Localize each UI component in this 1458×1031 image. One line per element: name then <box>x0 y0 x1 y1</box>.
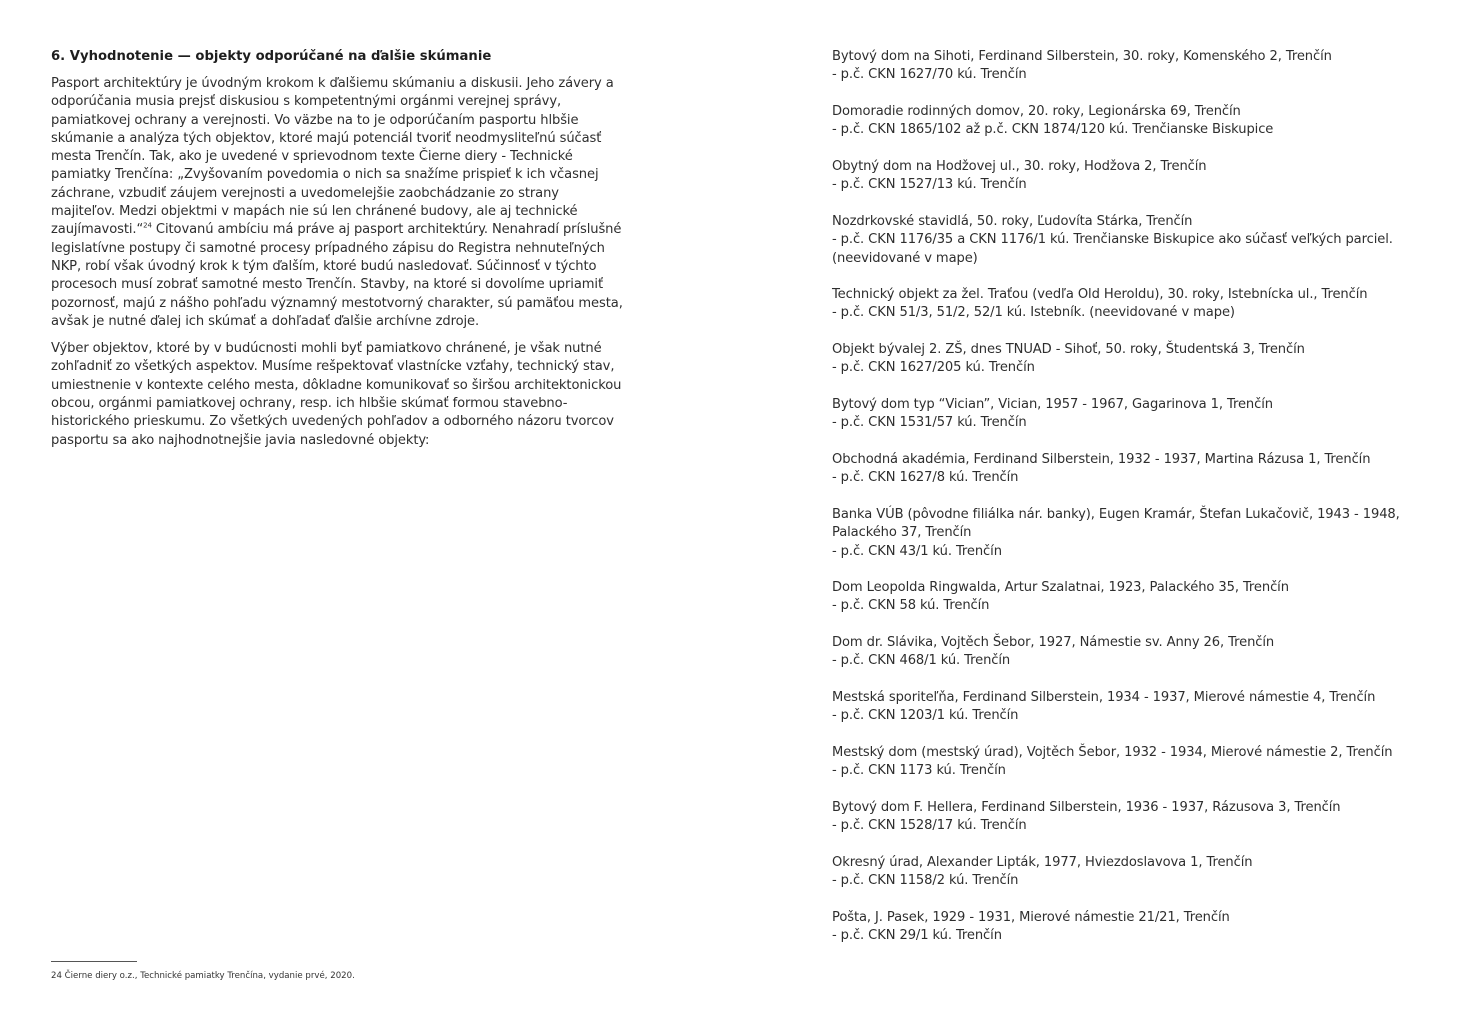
object-entry <box>832 634 1274 671</box>
object-detail: - p.č. CKN 468/1 kú. Trenčín <box>832 653 1011 669</box>
left-column <box>51 49 626 459</box>
object-title: Pošta, J. Pasek, 1929 - 1931, Mierové námestie 21/21, Trenčín <box>832 910 1230 925</box>
object-title: Bytový dom typ “Vician”, Vician, 1957 - 1967, Gagarinova 1, Trenčín <box>832 397 1273 412</box>
object-entry <box>832 909 1230 946</box>
object-title: Mestská sporiteľňa, Ferdinand Silberstein, 1934 - 1937, Mierové námestie 4, Trenčín <box>832 690 1376 705</box>
object-detail: - p.č. CKN 1158/2 kú. Trenčín <box>832 873 1019 889</box>
object-detail: - p.č. CKN 1627/205 kú. Trenčín <box>832 360 1035 376</box>
object-detail: - p.č. CKN 1528/17 kú. Trenčín <box>832 818 1027 834</box>
footnote-reference[interactable]: 24 <box>143 222 152 231</box>
object-title: Obchodná akadémia, Ferdinand Silberstein, 1932 - 1937, Martina Rázusa 1, Trenčín <box>832 452 1371 467</box>
object-detail: - p.č. CKN 1173 kú. Trenčín <box>832 763 1006 779</box>
object-title: Technický objekt za žel. Traťou (vedľa Old Heroldu), 30. roky, Istebnícka ul., Trenčín <box>832 287 1368 302</box>
object-detail: - p.č. CKN 1531/57 kú. Trenčín <box>832 415 1027 431</box>
paragraph-1 <box>51 75 626 331</box>
object-detail: - p.č. CKN 1176/35 a CKN 1176/1 kú. Trenčianske Biskupice ako súčasť veľkých parciel. <box>832 232 1393 248</box>
object-title: Dom dr. Slávika, Vojtěch Šebor, 1927, Námestie sv. Anny 26, Trenčín <box>832 635 1275 650</box>
object-entry <box>832 213 1393 268</box>
object-detail: - p.č. CKN 1627/8 kú. Trenčín <box>832 470 1019 486</box>
object-title: Mestský dom (mestský úrad), Vojtěch Šebor, 1932 - 1934, Mierové námestie 2, Trenčín <box>832 745 1393 760</box>
object-detail: - p.č. CKN 51/3, 51/2, 52/1 kú. Istebník. (neevidované v mape) <box>832 305 1235 321</box>
object-detail: - p.č. CKN 1627/70 kú. Trenčín <box>832 67 1027 83</box>
object-entry <box>832 744 1392 781</box>
paragraph-1-text-a: Pasport architektúry je úvodným krokom k ďalšiemu skúmaniu a diskusii. Jeho závery a odporúčania musia prejsť diskusiou s kompetentnými orgánmi verejnej správy, pamiatkovej ochrany a verejnosti. Vo väzbe na to je odporúčaním pasportu hlbšie skúmanie a analýza tých objektov, ktoré majú potenciál tvoriť neodmysliteľnú súčasť mesta Trenčín. Tak, ako je uvedené v sprievodnom texte Čierne diery - Technické pamiatky Trenčína: „Zvyšovaním povedomia o nich sa snažíme prispieť k ich včasnej záchrane, vzbudiť záujem verejnosti a uvedomelejšie zaobchádzanie zo strany majiteľov. Medzi objektmi v mapách nie sú len chránené budovy, ale aj technické zaujímavosti.“ <box>51 76 614 238</box>
paragraph-2: Výber objektov, ktoré by v budúcnosti mohli byť pamiatkovo chránené, je však nutné zohľadniť zo všetkých aspektov. Musíme rešpektovať vlastnícke vzťahy, technický stav, umiestnenie v kontexte celého mesta, dôkladne komunikovať so širšou architektonickou obcou, orgánmi pamiatkovej ochrany, resp. ich hlbšie skúmať formou stavebno-historického prieskumu. Zo všetkých uvedených pohľadov a odborného názoru tvorcov pasportu sa ako najhodnotnejšie javia nasledovné objekty: <box>51 341 622 448</box>
object-title: Okresný úrad, Alexander Lipták, 1977, Hviezdoslavova 1, Trenčín <box>832 855 1253 870</box>
paragraph-1-text-b: Citovanú ambíciu má práve aj pasport architektúry. Nenahradí príslušné legislatívne postupy či samotné procesy prípadného zápisu do Registra nehnuteľných NKP, robí však úvodný krok k tým ďalším, ktoré budú nasledovať. Súčinnosť v týchto procesoch musí zobrať samotné mesto Trenčín. Stavby, na ktoré si dovolíme upriamiť pozornosť, majú z nášho pohľadu významný mestotvorný charakter, sú pamäťou mesta, avšak je nutné ďalej ich skúmať a dohľadať ďalšie archívne zdroje. <box>51 222 623 329</box>
object-detail: - p.č. CKN 1203/1 kú. Trenčín <box>832 708 1019 724</box>
object-title: Bytový dom F. Hellera, Ferdinand Silberstein, 1936 - 1937, Rázusova 3, Trenčín <box>832 800 1341 815</box>
object-detail: Palackého 37, Trenčín <box>832 525 972 541</box>
object-detail: (neevidované v mape) <box>832 250 978 266</box>
object-entry <box>832 451 1370 488</box>
object-detail: - p.č. CKN 29/1 kú. Trenčín <box>832 928 1002 944</box>
object-entry <box>832 158 1207 195</box>
object-title: Objekt bývalej 2. ZŠ, dnes TNUAD - Sihoť, 50. roky, Študentská 3, Trenčín <box>832 342 1305 357</box>
object-entry <box>832 48 1332 85</box>
object-title: Dom Leopolda Ringwalda, Artur Szalatnai, 1923, Palackého 35, Trenčín <box>832 580 1289 595</box>
object-title: Obytný dom na Hodžovej ul., 30. roky, Hodžova 2, Trenčín <box>832 159 1207 174</box>
section-heading: 6. Vyhodnotenie — objekty odporúčané na ďalšie skúmanie <box>51 49 492 64</box>
object-detail: - p.č. CKN 43/1 kú. Trenčín <box>832 543 1002 559</box>
object-entry <box>832 103 1273 140</box>
footnote-divider <box>51 961 137 962</box>
object-title: Banka VÚB (pôvodne filiálka nár. banky), Eugen Kramár, Štefan Lukačovič, 1943 - 1948, <box>832 507 1400 522</box>
object-entry <box>832 286 1367 323</box>
footnote-text: 24 Čierne diery o.z., Technické pamiatky Trenčína, vydanie prvé, 2020. <box>51 971 355 981</box>
object-title: Domoradie rodinných domov, 20. roky, Legionárska 69, Trenčín <box>832 104 1241 119</box>
object-title: Bytový dom na Sihoti, Ferdinand Silberstein, 30. roky, Komenského 2, Trenčín <box>832 49 1332 64</box>
object-entry <box>832 799 1340 836</box>
object-detail: - p.č. CKN 1865/102 až p.č. CKN 1874/120 kú. Trenčianske Biskupice <box>832 122 1274 138</box>
object-title: Nozdrkovské stavidlá, 50. roky, Ľudovíta Stárka, Trenčín <box>832 214 1193 229</box>
object-entry <box>832 854 1252 891</box>
object-entry <box>832 341 1305 378</box>
object-detail: - p.č. CKN 1527/13 kú. Trenčín <box>832 177 1027 193</box>
object-entry <box>832 506 1400 561</box>
object-detail: - p.č. CKN 58 kú. Trenčín <box>832 598 990 614</box>
object-entry <box>832 396 1273 433</box>
object-entry <box>832 579 1289 616</box>
object-entry <box>832 689 1375 726</box>
